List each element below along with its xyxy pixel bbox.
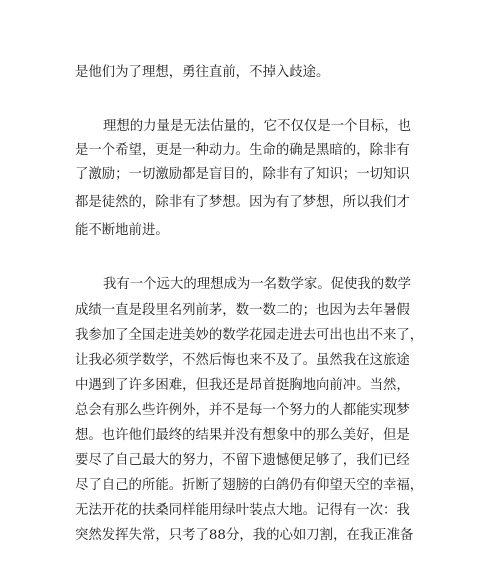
text-line: 了激励；一切激励都是盲目的，除非有了知识；一切知识 [75, 167, 410, 182]
text-line: 都是徒然的，除非有了梦想。因为有了梦想，所以我们才 [75, 195, 410, 210]
text-line: 是他们为了理想，勇往直前，不掉入歧途。 [75, 65, 330, 80]
text-line: 想。也许他们最终的结果并没有想象中的那么美好，但是 [75, 428, 410, 443]
text-line: 我有一个远大的理想成为一名数学家。促使我的数学 [103, 277, 411, 292]
text-line: 中遇到了许多困难，但我还是昂首挺胸地向前冲。当然， [75, 378, 410, 393]
text-line: 是一个希望，更是一种动力。生命的确是黑暗的，除非有 [75, 143, 410, 158]
text-line: 成绩一直是段里名列前茅，数一数二的；也因为去年暑假 [75, 303, 410, 318]
text-line: 要尽了自己最大的努力，不留下遗憾便足够了，我们已经 [75, 453, 410, 468]
text-line: 突然发挥失常，只考了88分，我的心如刀割，在我正准备 [75, 528, 414, 543]
text-line: 能不断地前进。 [75, 223, 169, 238]
text-line: 我参加了全国走进美妙的数学花园走进去可出也出不来了， [75, 328, 424, 343]
text-line: 尽了自己的所能。折断了翅膀的白鸽仍有仰望天空的幸福， [75, 478, 424, 493]
text-line: 无法开花的扶桑同样能用绿叶装点大地。记得有一次：我 [75, 503, 410, 518]
text-line: 总会有那么些许例外，并不是每一个努力的人都能实现梦 [75, 403, 410, 418]
text-line: 理想的力量是无法估量的，它不仅仅是一个目标，也 [103, 119, 411, 134]
text-line: 让我必须学数学，不然后悔也来不及了。虽然我在这旅途 [75, 353, 410, 368]
